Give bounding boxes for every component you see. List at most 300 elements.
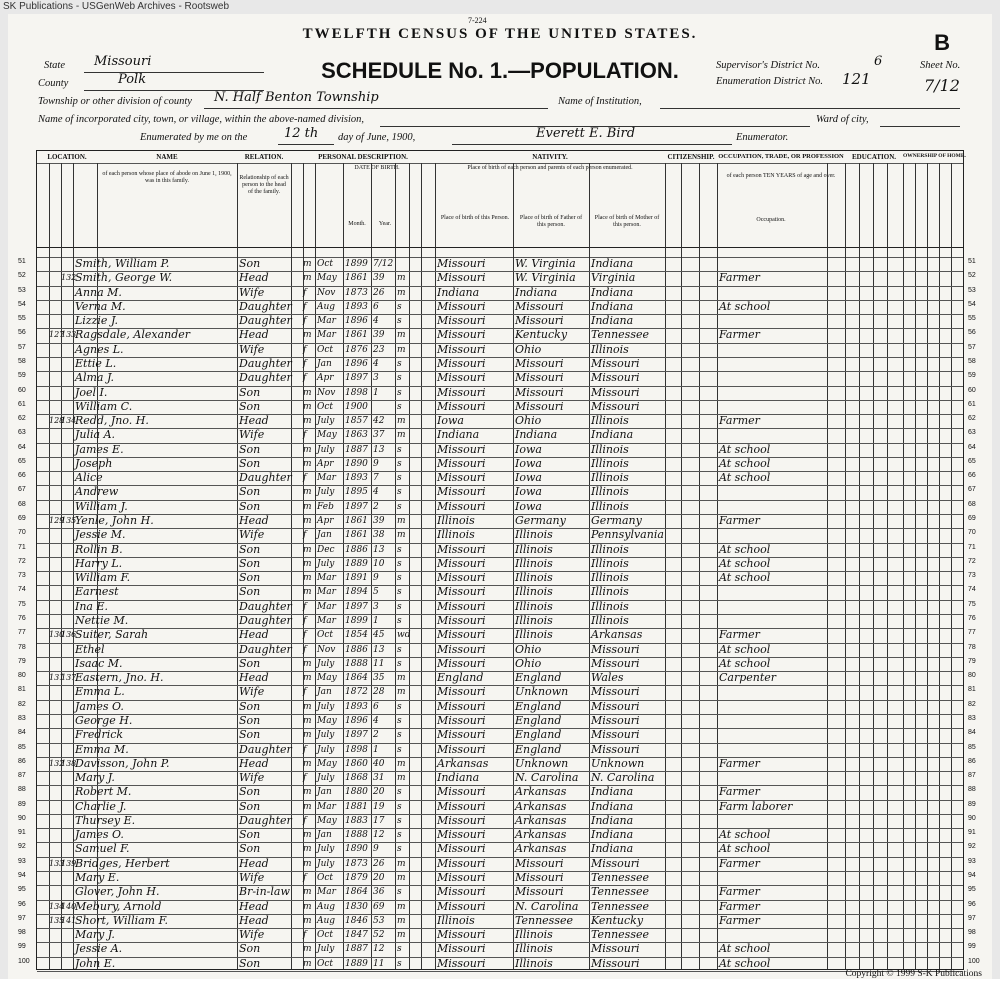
cell-age: 1 (373, 616, 379, 626)
line-number: 51 (968, 258, 976, 265)
cell-bp: Missouri (437, 799, 486, 813)
cell-mb: Illinois (591, 499, 629, 513)
line-number: 98 (18, 929, 26, 937)
cell-bp: Missouri (437, 271, 486, 285)
cell-ms: s (397, 730, 402, 741)
line-number: 92 (18, 843, 26, 851)
cell-name: Joel I. (75, 385, 108, 399)
cell-ms: m (397, 758, 406, 769)
cell-occ: At school (719, 942, 771, 956)
cell-mb: Indiana (591, 299, 634, 313)
cell-sex: f (303, 930, 307, 941)
cell-mb: Arkansas (591, 628, 643, 642)
cell-bp: Missouri (437, 742, 486, 756)
cell-fb: Illinois (515, 556, 553, 570)
cell-bp: Missouri (437, 356, 486, 370)
cell-occ: At school (719, 456, 771, 470)
cell-mo: Jan (317, 787, 332, 798)
cell-mb: Missouri (591, 699, 640, 713)
sheet-letter: B (934, 30, 950, 55)
line-number: 79 (968, 657, 976, 665)
cell-age: 52 (373, 930, 385, 941)
cell-age: 17 (373, 815, 385, 826)
cell-dw: 130 (49, 630, 65, 640)
group-nativity: NATIVITY. (532, 153, 568, 161)
cell-fb: Ohio (515, 414, 542, 428)
cell-rel: Son (239, 656, 261, 670)
enum-district-label: Enumeration District No. (716, 76, 824, 87)
cell-occ: Farmer (719, 913, 760, 927)
cell-occ: Farmer (719, 271, 760, 285)
cell-yr: 1854 (345, 630, 368, 641)
cell-bp: Missouri (437, 956, 486, 970)
cell-fb: Illinois (515, 585, 553, 599)
cell-mb: Indiana (591, 828, 634, 842)
cell-mb: Missouri (591, 685, 640, 699)
enum-district-value: 121 (842, 70, 871, 88)
cell-mo: Aug (317, 301, 336, 312)
cell-rel: Son (239, 485, 261, 499)
line-number: 96 (968, 900, 976, 908)
table-row (37, 614, 963, 628)
cell-mb: Indiana (591, 785, 634, 799)
line-number: 87 (18, 772, 26, 780)
cell-occ: At school (719, 656, 771, 670)
cell-rel: Daughter (239, 642, 292, 656)
cell-mo: July (317, 844, 335, 855)
line-number: 98 (968, 929, 976, 937)
cell-ms: s (397, 815, 402, 826)
cell-fb: Illinois (515, 542, 553, 556)
cell-mo: May (317, 815, 337, 826)
cell-bp: Missouri (437, 499, 486, 513)
state-label: State (44, 60, 65, 71)
table-row (37, 914, 963, 928)
cell-yr: 1888 (345, 830, 368, 841)
cell-ms: s (397, 601, 402, 612)
cell-name: Julia A. (75, 428, 116, 442)
form-number: 7-224 (468, 16, 487, 25)
cell-ms: m (397, 930, 406, 941)
table-row (37, 528, 963, 542)
cell-yr: 1861 (345, 516, 368, 527)
cell-rel: Head (239, 671, 269, 685)
cell-fb: Iowa (515, 485, 542, 499)
cell-name: James E. (75, 442, 124, 456)
cell-occ: Farmer (719, 328, 760, 342)
cell-age: 10 (373, 558, 385, 569)
cell-name: Yenle, John H. (75, 514, 154, 528)
line-number: 81 (18, 686, 26, 694)
table-row (37, 900, 963, 914)
cell-fb: Missouri (515, 371, 564, 385)
cell-rel: Daughter (239, 314, 292, 328)
cell-name: Lizzie J. (75, 314, 118, 328)
cell-mb: Missouri (591, 942, 640, 956)
cell-sex: f (303, 744, 307, 755)
cell-sex: f (303, 630, 307, 641)
cell-yr: 1863 (345, 430, 368, 441)
sheet-value: 7/12 (924, 76, 960, 95)
cell-rel: Son (239, 585, 261, 599)
cell-age: 1 (373, 744, 379, 755)
line-number: 77 (968, 629, 976, 637)
county-value: Polk (118, 72, 147, 87)
cell-bp: Missouri (437, 585, 486, 599)
table-row (37, 514, 963, 528)
cell-dw: 129 (49, 516, 65, 526)
line-number: 83 (968, 714, 976, 722)
cell-dw: 133 (49, 858, 65, 868)
cell-age: 39 (373, 330, 385, 341)
cell-yr: 1897 (345, 501, 368, 512)
cell-sex: f (303, 773, 307, 784)
cell-sex: m (303, 701, 312, 712)
cell-mo: July (317, 701, 335, 712)
cell-age: 3 (373, 373, 379, 384)
cell-mb: Missouri (591, 656, 640, 670)
cell-mb: Indiana (591, 842, 634, 856)
cell-dw: 134 (49, 901, 65, 911)
cell-fam: 139 (61, 858, 77, 868)
cell-bp: Illinois (437, 913, 475, 927)
cell-fb: Unknown (515, 685, 569, 699)
cell-ms: s (397, 844, 402, 855)
line-number: 61 (18, 400, 26, 408)
cell-name: Mebury, Arnold (75, 899, 162, 913)
cell-age: 20 (373, 787, 385, 798)
cell-fb: Missouri (515, 856, 564, 870)
cell-fb: Illinois (515, 928, 553, 942)
table-row (37, 328, 963, 342)
table-row (37, 500, 963, 514)
cell-age: 36 (373, 887, 385, 898)
birth-description: Place of birth of each person and parents of each person enumerated. (467, 165, 633, 171)
cell-mo: Nov (317, 287, 336, 298)
table-row (37, 571, 963, 585)
cell-ms: s (397, 787, 402, 798)
line-number: 68 (18, 500, 26, 508)
cell-yr: 1889 (345, 558, 368, 569)
cell-occ: At school (719, 642, 771, 656)
cell-rel: Wife (239, 342, 265, 356)
cell-sex: f (303, 687, 307, 698)
copyright-notice: Copyright © 1999 S-K Publications (845, 969, 982, 979)
cell-fb: Missouri (515, 356, 564, 370)
line-number: 59 (968, 372, 976, 380)
cell-name: Smith, William P. (75, 257, 170, 270)
cell-fb: Illinois (515, 528, 553, 542)
cell-ms: m (397, 873, 406, 884)
sheet-label: Sheet No. (920, 60, 961, 71)
table-row (37, 371, 963, 385)
cell-ms: m (397, 673, 406, 684)
line-number: 93 (968, 857, 976, 865)
cell-ms: m (397, 915, 406, 926)
line-number: 66 (18, 472, 26, 480)
cell-dw: 135 (49, 915, 65, 925)
cell-mb: Illinois (591, 471, 629, 485)
group-education: EDUCATION. (851, 153, 896, 161)
cell-yr: 1894 (345, 587, 368, 598)
cell-rel: Son (239, 956, 261, 970)
line-number: 57 (18, 343, 26, 351)
cell-mo: Mar (317, 601, 336, 612)
line-number: 51 (18, 258, 26, 265)
date-of-birth-head: DATE OF BIRTH. (354, 165, 400, 171)
cell-sex: m (303, 501, 312, 512)
cell-rel: Head (239, 913, 269, 927)
line-number: 80 (968, 672, 976, 680)
cell-fb: England (515, 742, 562, 756)
cell-fb: Arkansas (515, 813, 567, 827)
cell-mo: Mar (317, 316, 336, 327)
cell-sex: m (303, 658, 312, 669)
relation-description: Relationship of each person to the head of the family. (239, 175, 289, 195)
cell-mo: Mar (317, 473, 336, 484)
line-number: 85 (18, 743, 26, 751)
birth-mother-head: Place of birth of Mother of this person. (594, 215, 660, 228)
table-row (37, 643, 963, 657)
cell-sex: m (303, 273, 312, 284)
cell-mo: Oct (317, 930, 334, 941)
cell-sex: f (303, 616, 307, 626)
line-number: 97 (18, 914, 26, 922)
cell-dw: 127 (49, 330, 65, 340)
left-scan-margin (0, 14, 8, 979)
line-number: 55 (968, 315, 976, 323)
cell-name: Alice (75, 471, 103, 485)
line-number: 63 (968, 429, 976, 437)
cell-ms: s (397, 358, 402, 369)
line-number: 52 (968, 272, 976, 280)
line-number: 67 (18, 486, 26, 494)
cell-yr: 1898 (345, 387, 368, 398)
cell-fb: England (515, 728, 562, 742)
line-number: 52 (18, 272, 26, 280)
cell-name: Glover, John H. (75, 885, 160, 899)
table-row (37, 757, 963, 771)
cell-sex: m (303, 944, 312, 955)
cell-bp: Missouri (437, 371, 486, 385)
cell-fb: Ohio (515, 656, 542, 670)
cell-fb: England (515, 699, 562, 713)
cell-rel: Son (239, 942, 261, 956)
cell-occ: Farmer (719, 785, 760, 799)
cell-mo: Oct (317, 401, 334, 412)
cell-bp: Missouri (437, 899, 486, 913)
cell-yr: 1830 (345, 901, 368, 912)
line-number: 57 (968, 343, 976, 351)
cell-fam: 136 (61, 630, 77, 640)
cell-yr: 1861 (345, 273, 368, 284)
cell-occ: Farmer (719, 899, 760, 913)
cell-age: 26 (373, 858, 385, 869)
line-number: 95 (968, 886, 976, 894)
line-number: 88 (18, 786, 26, 794)
cell-mb: Missouri (591, 356, 640, 370)
cell-name: Mary E. (75, 871, 120, 885)
line-number: 59 (18, 372, 26, 380)
cell-mb: Unknown (591, 756, 645, 770)
cell-bp: Missouri (437, 599, 486, 613)
cell-ms: s (397, 544, 402, 555)
cell-mo: Aug (317, 915, 336, 926)
cell-age: 4 (373, 316, 379, 327)
cell-sex: m (303, 558, 312, 569)
cell-bp: Missouri (437, 328, 486, 342)
cell-name: Davisson, John P. (75, 756, 170, 770)
cell-ms: m (397, 344, 406, 355)
cell-mb: Missouri (591, 956, 640, 970)
cell-name: Alma J. (75, 371, 114, 385)
cell-name: Isaac M. (75, 656, 123, 670)
cell-sex: m (303, 416, 312, 427)
cell-bp: Missouri (437, 257, 486, 270)
cell-occ: Farm laborer (719, 799, 793, 813)
cell-name: Joseph (75, 456, 113, 470)
cell-bp: Missouri (437, 885, 486, 899)
cell-age: 13 (373, 544, 385, 555)
enumerator-label: Enumerator. (736, 132, 789, 143)
table-row (37, 628, 963, 642)
cell-sex: m (303, 401, 312, 412)
supervisor-label: Supervisor's District No. (716, 60, 821, 71)
line-number: 80 (18, 672, 26, 680)
cell-name: Andrew (75, 485, 119, 499)
line-number: 85 (968, 743, 976, 751)
cell-bp: Missouri (437, 856, 486, 870)
cell-age: 12 (373, 830, 385, 841)
cell-yr: 1857 (345, 416, 368, 427)
cell-mb: Missouri (591, 742, 640, 756)
line-number: 89 (18, 800, 26, 808)
cell-fb: Unknown (515, 756, 569, 770)
line-number: 88 (968, 786, 976, 794)
county-label: County (38, 78, 69, 89)
cell-mo: May (317, 430, 337, 441)
supervisor-value: 6 (874, 54, 883, 69)
cell-occ: Farmer (719, 514, 760, 528)
cell-rel: Son (239, 799, 261, 813)
cell-name: Verna M. (75, 299, 126, 313)
cell-bp: Arkansas (437, 756, 489, 770)
cell-mb: Tennessee (591, 885, 649, 899)
cell-fb: England (515, 671, 562, 685)
cell-ms: s (397, 401, 402, 412)
cell-name: William C. (75, 399, 133, 413)
cell-occ: At school (719, 542, 771, 556)
cell-mo: Dec (317, 544, 335, 555)
cell-fb: Illinois (515, 614, 553, 627)
cell-sex: m (303, 958, 312, 969)
cell-fam: 135 (61, 516, 77, 526)
cell-name: Jessie A. (75, 942, 123, 956)
line-number: 69 (968, 515, 976, 523)
cell-yr: 1891 (345, 573, 368, 584)
cell-mb: Illinois (591, 414, 629, 428)
cell-mo: Oct (317, 344, 334, 355)
cell-ms: m (397, 287, 406, 298)
cell-name: James O. (75, 828, 124, 842)
line-number: 90 (968, 814, 976, 822)
cell-ms: m (397, 516, 406, 527)
day-value: 12 th (284, 126, 319, 141)
cell-yr: 1881 (345, 801, 368, 812)
table-row (37, 271, 963, 285)
cell-ms: s (397, 458, 402, 469)
cell-rel: Wife (239, 871, 265, 885)
line-number: 72 (18, 557, 26, 565)
cell-ms: m (397, 773, 406, 784)
browser-title-bar (0, 0, 1000, 14)
cell-ms: s (397, 744, 402, 755)
cell-bp: Iowa (437, 414, 464, 428)
cell-name: Samuel F. (75, 842, 130, 856)
township-value: N. Half Benton Township (214, 90, 379, 105)
cell-age: 31 (373, 773, 385, 784)
cell-ms: s (397, 573, 402, 584)
cell-rel: Son (239, 456, 261, 470)
cell-rel: Head (239, 414, 269, 428)
cell-fam: 137 (61, 673, 77, 683)
cell-bp: Missouri (437, 342, 486, 356)
line-number: 65 (968, 457, 976, 465)
cell-rel: Wife (239, 685, 265, 699)
line-number: 55 (18, 315, 26, 323)
cell-rel: Wife (239, 528, 265, 542)
cell-sex: m (303, 730, 312, 741)
cell-ms: s (397, 958, 402, 969)
cell-mo: Mar (317, 330, 336, 341)
cell-ms: m (397, 273, 406, 284)
line-number: 64 (18, 443, 26, 451)
cell-name: William F. (75, 571, 131, 585)
cell-age: 4 (373, 358, 379, 369)
cell-age: 19 (373, 801, 385, 812)
cell-ms: s (397, 616, 402, 626)
line-number: 78 (18, 643, 26, 651)
cell-age: 53 (373, 915, 385, 926)
cell-fb: Illinois (515, 942, 553, 956)
state-value: Missouri (94, 54, 152, 69)
month-head: Month. (348, 221, 366, 227)
cell-ms: s (397, 501, 402, 512)
cell-age: 12 (373, 944, 385, 955)
cell-mo: Jan (317, 830, 332, 841)
cell-ms: s (397, 444, 402, 455)
cell-name: Anna M. (75, 285, 122, 299)
group-location: LOCATION. (47, 153, 87, 161)
cell-yr: 1898 (345, 744, 368, 755)
cell-yr: 1896 (345, 715, 368, 726)
line-number: 95 (18, 886, 26, 894)
cell-mb: Missouri (591, 642, 640, 656)
group-citizenship: CITIZENSHIP. (667, 153, 715, 161)
table-row (37, 700, 963, 714)
cell-name: Rollin B. (75, 542, 123, 556)
cell-dw: 132 (49, 758, 65, 768)
line-number: 93 (18, 857, 26, 865)
birth-person-head: Place of birth of this Person. (440, 215, 510, 221)
cell-age: 6 (373, 301, 379, 312)
cell-rel: Wife (239, 928, 265, 942)
cell-sex: m (303, 887, 312, 898)
cell-ms: s (397, 644, 402, 655)
line-number: 91 (18, 829, 26, 837)
cell-fb: Indiana (515, 285, 558, 299)
line-number: 76 (18, 615, 26, 622)
